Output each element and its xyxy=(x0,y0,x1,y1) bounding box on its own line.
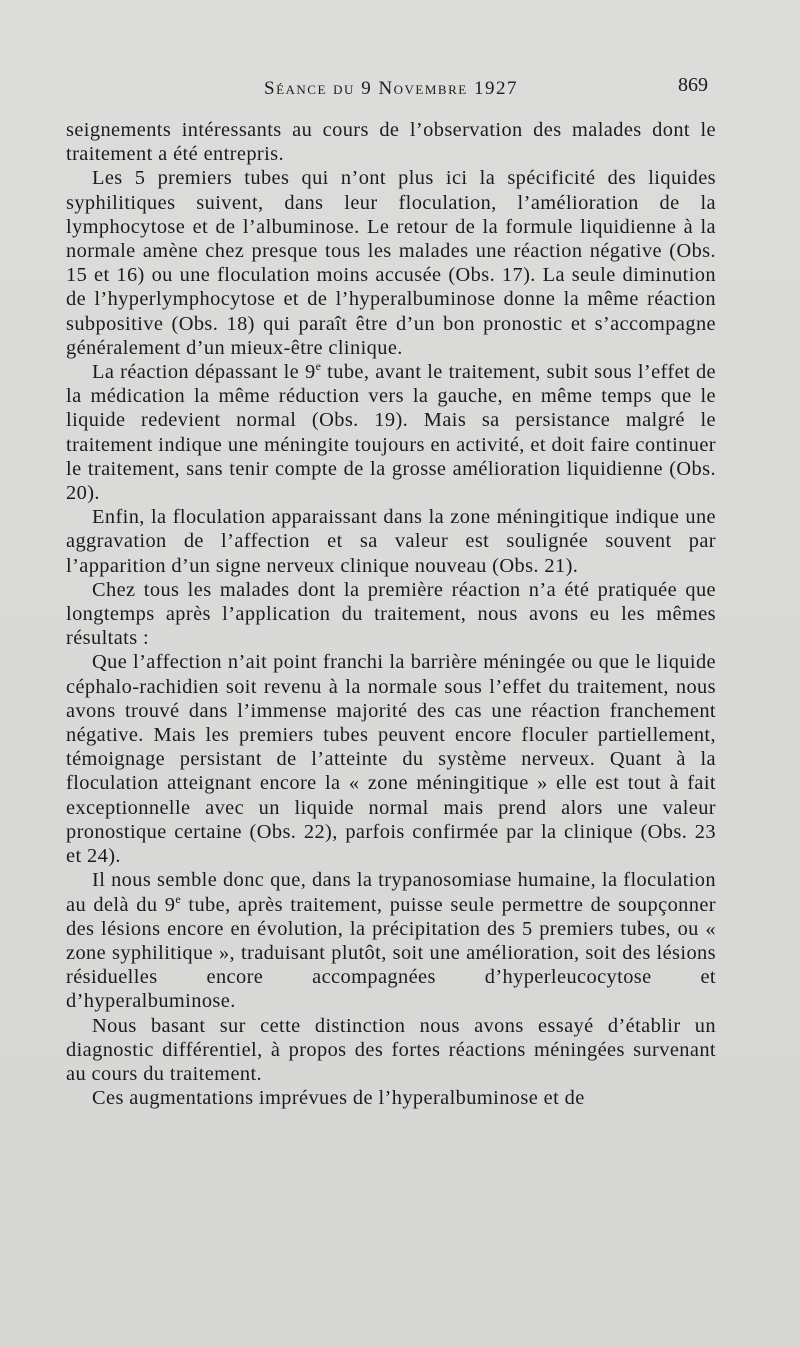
paragraph xyxy=(66,868,716,1013)
paragraph-continuation: seignements intéressants au cours de l’observation des malades dont le traitement a été entrepris. xyxy=(66,119,716,166)
paragraph: Que l’affection n’ait point franchi la barrière méningée ou que le liquide céphalo-rachidien soit revenu à la normale sous l’effet du traitement, nous avons trouvé dans l’immense majorité des cas une réaction franchement négative. Mais les premiers tubes peuvent encore floculer partiellement, témoignage persistant de l’atteinte du système nerveux. Quant à la floculation atteignant encore la « zone méningitique » elle est tout à fait exceptionnelle avec un liquide normal mais prend alors une valeur pronostique certaine (Obs. 22), parfois confirmée par la clinique (Obs. 23 et 24). xyxy=(66,651,716,868)
text-run: tube, avant le traitement, subit sous l’effet de la médication la même réduction vers la gauche, en même temps que le liquide redevient normal (Obs. 19). Mais sa persistance malgré le traitement indique une méningite toujours en activité, et doit faire continuer le traitement, sans tenir compte de la grosse amélioration liquidienne (Obs. 20). xyxy=(66,361,716,505)
text-run: tube, après traitement, puisse seule permettre de soupçonner des lésions encore en évolution, la précipitation des 5 premiers tubes, ou « zone syphilitique », traduisant plutôt, soit une amélioration, soit des lésions résiduelles encore accompagnées d’hyperleucocytose et d’hyperalbuminose. xyxy=(66,893,716,1013)
paragraph: Nous basant sur cette distinction nous avons essayé d’établir un diagnostic différentiel, à propos des fortes réactions méningées survenant au cours du traitement. xyxy=(66,1014,716,1085)
superscript: e xyxy=(175,891,182,906)
page-number: 869 xyxy=(678,74,708,96)
paragraph: Chez tous les malades dont la première réaction n’a été pratiquée que longtemps après l’application du traitement, nous avons eu les mêmes résultats : xyxy=(66,578,716,650)
text-run: La réaction dépassant le 9 xyxy=(92,361,316,384)
paragraph xyxy=(66,360,716,505)
running-title: Séance du 9 Novembre 1927 xyxy=(264,78,518,99)
paragraph: Enfin, la floculation apparaissant dans la zone méningitique indique une aggravation de l’affection et sa valeur est soulignée souvent par l’apparition d’un signe nerveux clinique nouveau (Obs. 21). xyxy=(66,506,716,577)
superscript: e xyxy=(315,359,322,374)
paragraph: Les 5 premiers tubes qui n’ont plus ici la spécificité des liquides syphilitiques suivent, dans leur floculation, l’amélioration de la lymphocytose et de l’albuminose. Le retour de la formule liquidienne à la normale amène chez presque tous les malades une réaction négative (Obs. 15 et 16) ou une floculation moins accusée (Obs. 17). La seule diminution de l’hyperlymphocytose et de l’hyperalbuminose donne la même réaction subpositive (Obs. 18) qui paraît être d’un bon pronostic et s’accompagne généralement d’un mieux-être clinique. xyxy=(66,167,716,359)
page-header xyxy=(60,74,722,106)
text-run: Il nous semble donc que, dans la trypanosomiase humaine, la floculation au delà du 9 xyxy=(66,869,716,916)
body-text xyxy=(66,118,716,1110)
paragraph: Ces augmentations imprévues de l’hyperalbuminose et de xyxy=(92,1087,585,1110)
